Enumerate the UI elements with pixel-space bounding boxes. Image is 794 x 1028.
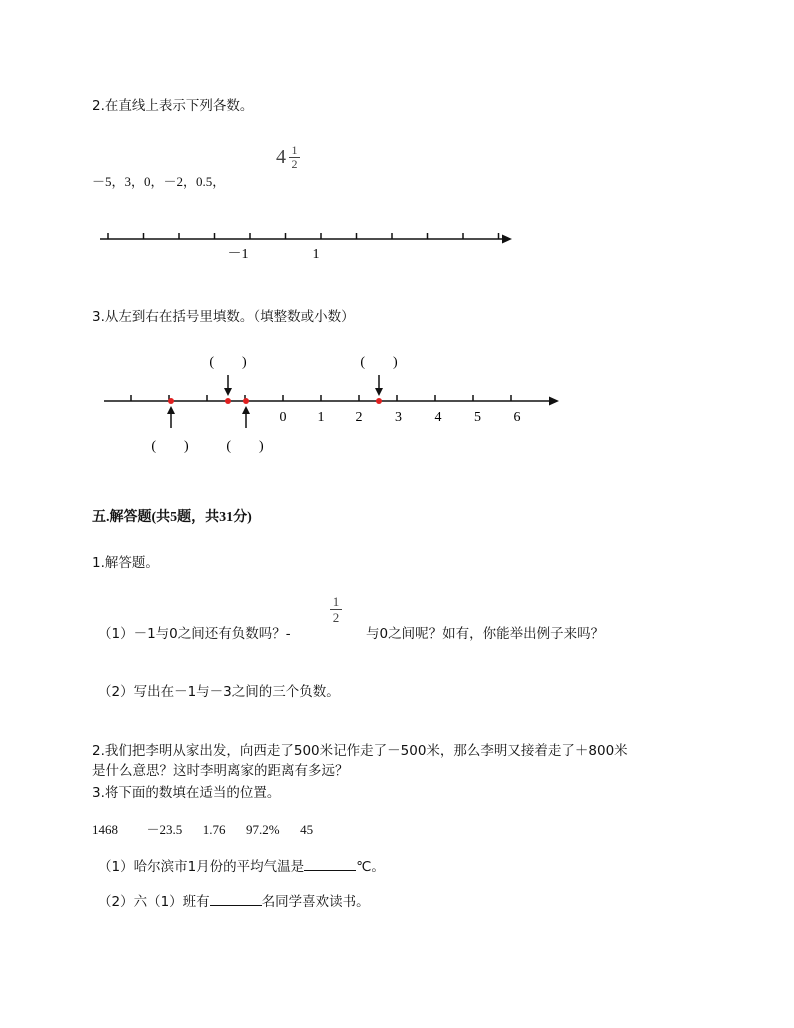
answer-blank[interactable] xyxy=(210,905,262,906)
value-item: 1468 xyxy=(92,822,118,837)
axis-arrow xyxy=(502,235,512,244)
point-marker xyxy=(225,398,231,404)
down-arrow-right xyxy=(375,375,383,396)
p1-q1-post: 与0之间呢？如有，你能举出例子来吗？ xyxy=(366,626,605,642)
value-item: －23.5 xyxy=(146,822,183,837)
p1-title: 1.解答题。 xyxy=(92,555,159,571)
p3-q1 xyxy=(98,855,385,875)
p3-q1-post: ℃。 xyxy=(356,859,385,875)
point-marker xyxy=(376,398,382,404)
point-marker xyxy=(168,398,174,404)
answer-paren-top-right: ( ) xyxy=(360,355,398,370)
axis-arrow xyxy=(549,397,559,406)
answer-paren-bottom-right: ( ) xyxy=(226,439,264,454)
value-item: 97.2% xyxy=(246,822,280,837)
label-one: 1 xyxy=(312,247,320,262)
point-marker xyxy=(243,398,249,404)
label-minus-one: －1 xyxy=(227,247,249,262)
p3-q2 xyxy=(98,890,370,910)
section-heading: 五.解答题(共5题，共31分) xyxy=(92,510,252,525)
mixed-den: 2 xyxy=(291,157,298,171)
value-item: 1.76 xyxy=(202,822,226,837)
p3-q1-pre: （1）哈尔滨市1月份的平均气温是 xyxy=(98,859,305,875)
p3-values xyxy=(92,819,313,838)
tick-label: 1 xyxy=(317,410,325,425)
p3-title: 3.将下面的数填在适当的位置。 xyxy=(92,785,281,801)
axis-ticks xyxy=(108,233,499,239)
p3-q2-pre: （2）六（1）班有 xyxy=(98,894,210,910)
p1-q2: （2）写出在－1与－3之间的三个负数。 xyxy=(98,684,340,700)
tick-label: 4 xyxy=(434,410,442,425)
p1-q1 xyxy=(98,622,291,642)
p2-line1: 2.我们把李明从家出发，向西走了500米记作走了－500米，那么李明又接着走了＋800米 xyxy=(92,743,628,759)
answer-paren-bottom-left: ( ) xyxy=(151,439,189,454)
p1-frac-num: 1 xyxy=(332,594,340,609)
number-line-q3 xyxy=(0,345,794,460)
axis-labels xyxy=(280,410,521,425)
p1-frac-den: 2 xyxy=(332,610,340,625)
answer-blank[interactable] xyxy=(304,870,356,871)
tick-label: 0 xyxy=(279,410,287,425)
down-arrow-left xyxy=(224,375,232,396)
q2-number-list: －5，3，0，－2，0.5， xyxy=(92,174,226,189)
q3-title: 3.从左到右在括号里填数。（填整数或小数） xyxy=(92,309,355,325)
q2-title: 2.在直线上表示下列各数。 xyxy=(92,98,254,114)
mixed-fraction xyxy=(289,144,300,171)
answer-paren-top-left: ( ) xyxy=(209,355,247,370)
up-arrow-left xyxy=(167,406,175,428)
value-item: 45 xyxy=(300,822,314,837)
tick-label: 5 xyxy=(474,410,481,425)
p3-q2-post: 名同学喜欢读书。 xyxy=(261,894,370,910)
tick-label: 6 xyxy=(513,410,521,425)
p1-fraction xyxy=(330,594,342,625)
mixed-whole: 4 xyxy=(276,146,286,168)
number-line-q2 xyxy=(0,228,794,264)
axis-ticks xyxy=(131,395,511,401)
up-arrow-right xyxy=(242,406,250,428)
mixed-num: 1 xyxy=(291,143,298,157)
p2-line2: 是什么意思？这时李明离家的距离有多远？ xyxy=(92,763,349,779)
tick-label: 2 xyxy=(355,410,363,425)
p1-q1-pre: （1）－1与0之间还有负数吗？- xyxy=(98,626,291,642)
tick-label: 3 xyxy=(395,410,402,425)
